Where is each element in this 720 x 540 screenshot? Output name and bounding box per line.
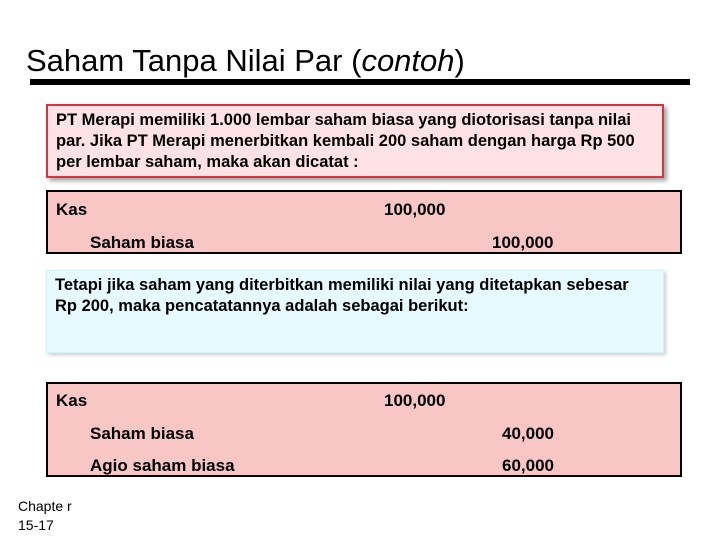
journal-2-credit-1-amount: 40,000 <box>502 424 554 443</box>
intro-text: PT Merapi memiliki 1.000 lembar saham biasa yang diotorisasi tanpa nilai par. Jika PT Merapi menerbitkan kembali 200 saham dengan harga Rp 500 per lembar saham, maka akan dicatat : <box>56 111 635 171</box>
journal-2-debit-account: Kas <box>56 391 88 410</box>
journal-entry-2 <box>46 382 682 477</box>
slide-title-italic: contoh <box>361 42 455 78</box>
chapter-footer: Chapte r 15-17 <box>18 498 72 533</box>
slide-title <box>26 43 465 79</box>
journal-1-debit-account: Kas <box>56 200 88 219</box>
note-callout <box>46 270 664 353</box>
journal-2-debit-amount: 100,000 <box>384 391 446 410</box>
journal-2-credit-2-account: Agio saham biasa <box>90 456 235 475</box>
journal-2-credit-2-amount: 60,000 <box>502 456 554 475</box>
journal-2-credit-1-account: Saham biasa <box>90 424 194 443</box>
note-text: Tetapi jika saham yang diterbitkan memiliki nilai yang ditetapkan sebesar Rp 200, maka pencatatannya adalah sebagai berikut: <box>55 276 629 315</box>
journal-1-credit-account: Saham biasa <box>90 233 194 252</box>
journal-1-credit-amount: 100,000 <box>492 233 554 252</box>
intro-callout <box>46 104 664 178</box>
slide-title-prefix: Saham Tanpa Nilai Par ( <box>26 42 362 78</box>
slide-title-suffix: ) <box>454 42 465 78</box>
journal-1-debit-amount: 100,000 <box>384 200 446 219</box>
journal-entry-1 <box>46 190 682 254</box>
title-underline <box>30 79 690 85</box>
